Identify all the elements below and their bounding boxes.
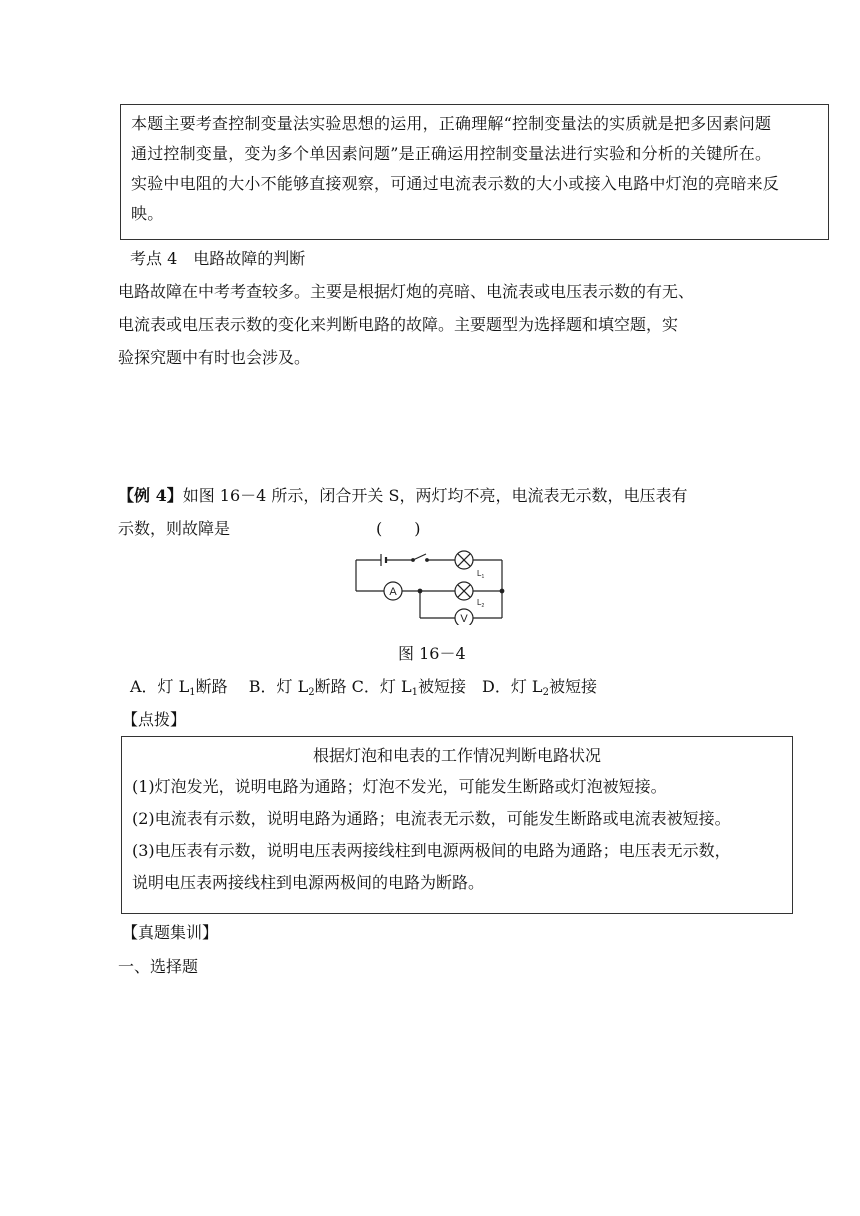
lamp-l2-label: $L_2$ [477,598,485,609]
hint-label: 【点拨】 [122,710,187,729]
option-c: 断路 C．灯 L [314,677,412,696]
hint-item: 说明电压表两接线柱到电源两极间的电路为断路。 [132,873,485,892]
option-c-sub: 1 [411,687,419,698]
summary-line: 实验中电阻的大小不能够直接观察，可通过电流表示数的大小或接入电路中灯泡的亮暗来反 [131,174,780,193]
kaodian-line: 验探究题中有时也会涉及。 [118,348,311,367]
section-subtitle: 一、选择题 [118,957,199,976]
option-d-sub: 2 [542,687,549,698]
section-title: 【真题集训】 [122,923,219,942]
example-line2: 示数，则故障是 [118,519,231,538]
hint-box [121,736,793,914]
voltmeter-label: V [460,613,468,625]
answer-options [130,675,597,699]
option-a: A．灯 L [130,677,190,696]
circuit-diagram [354,545,510,625]
hint-title: 根据灯泡和电表的工作情况判断电路状况 [312,746,601,765]
ammeter-label: A [389,586,397,598]
kaodian-line: 电路故障在中考考查较多。主要是根据灯炮的亮暗、电流表或电压表示数的有无、 [118,282,695,301]
kaodian-line: 电流表或电压表示数的变化来判断电路的故障。主要题型为选择题和填空题，实 [118,315,679,334]
kaodian-title: 考点 4 电路故障的判断 [130,249,306,268]
summary-box [120,104,829,240]
hint-item: (2)电流表有示数，说明电路为通路；电流表无示数，可能发生断路或电流表被短接。 [132,809,731,828]
hint-item: (3)电压表有示数，说明电压表两接线柱到电源两极间的电路为通路；电压表无示数， [132,841,731,860]
option-a-sub: 1 [189,687,196,698]
figure-caption: 图 16－4 [398,644,466,663]
summary-line: 映。 [131,204,164,223]
switch-blade [413,554,426,560]
option-d-tail: 被短接 [548,677,597,696]
hint-item: (1)灯泡发光，说明电路为通路；灯泡不发光，可能发生断路或灯泡被短接。 [132,777,667,796]
option-b-sub: 2 [308,687,315,698]
option-d: 被短接 D．灯 L [418,677,543,696]
example-label: 【例 4】 [118,486,183,505]
option-b: 断路 B．灯 L [195,677,309,696]
summary-line: 通过控制变量，变为多个单因素问题”是正确运用控制变量法进行实验和分析的关键所在。 [131,144,772,163]
answer-blank: ( ) [376,519,421,538]
example-question-line2 [118,517,230,541]
lamp-l1-label: $L_1$ [477,569,485,580]
example-question [118,484,687,508]
example-line1: 如图 16－4 所示，闭合开关 S，两灯均不亮，电流表无示数，电压表有 [182,486,688,505]
summary-line: 本题主要考查控制变量法实验思想的运用，正确理解“控制变量法的实质就是把多因素问题 [131,114,772,133]
